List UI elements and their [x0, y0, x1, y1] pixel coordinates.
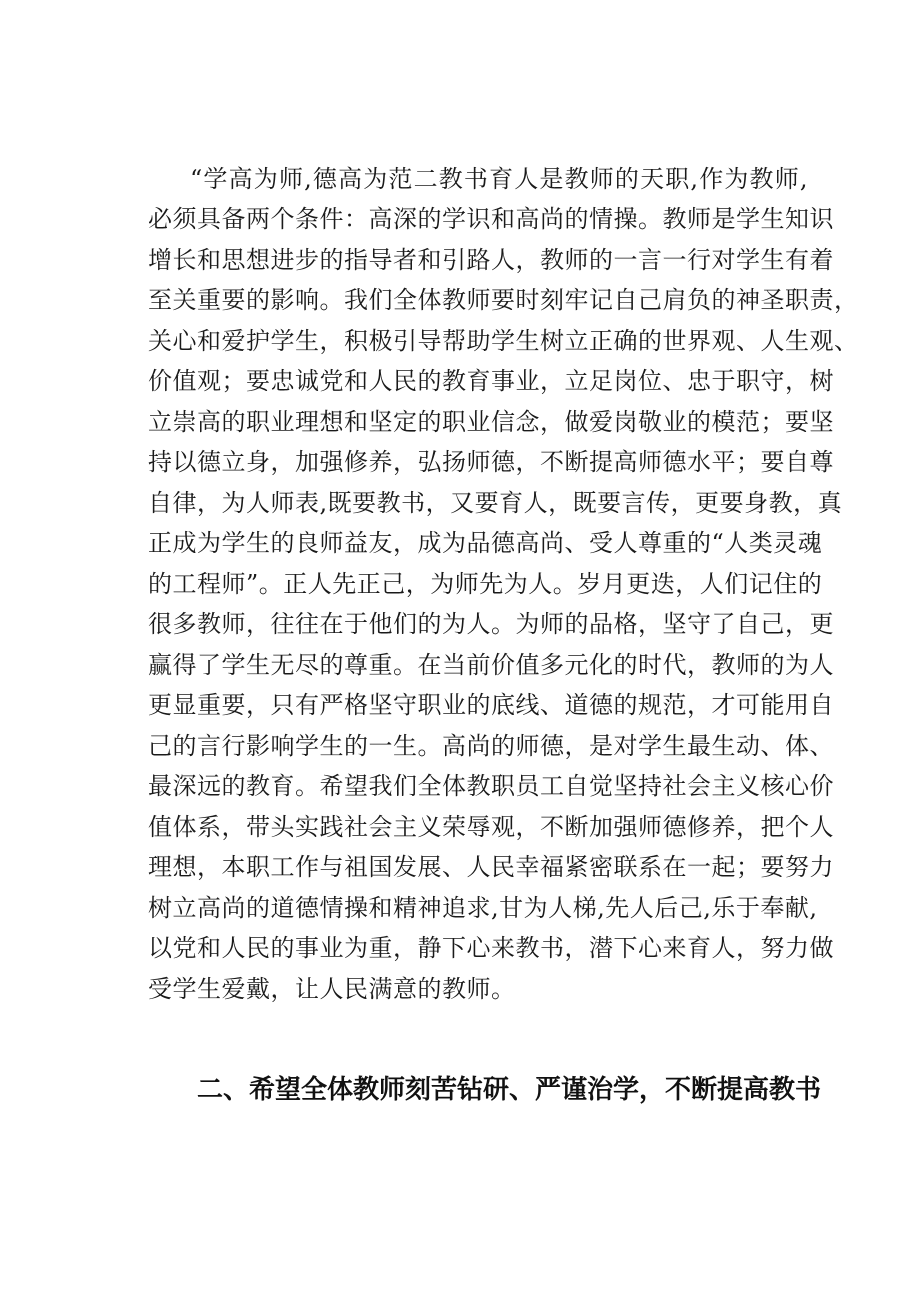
paragraph-line: 关心和爱护学生，积极引导帮助学生树立正确的世界观、人生观、	[148, 327, 859, 355]
paragraph-line: 增长和思想进步的指导者和引路人，教师的一言一行对学生有着	[148, 246, 834, 274]
paragraph-line: 正成为学生的良师益友，成为品德高尚、受人尊重的“人类灵魂	[148, 529, 823, 557]
paragraph-line: 理想，本职工作与祖国发展、人民幸福紧密联系在一起；要努力	[148, 853, 834, 881]
paragraph-line: “学高为师,德高为范二教书育人是教师的天职,作为教师,	[190, 165, 808, 193]
paragraph-line: 最深远的教育。希望我们全体教职员工自觉坚持社会主义核心价	[148, 772, 834, 800]
paragraph-line: 持以德立身，加强修养，弘扬师德，不断提高师德水平；要自尊	[148, 448, 834, 476]
section-heading: 二、希望全体教师刻苦钻研、严谨治学，不断提高教书	[197, 1075, 822, 1105]
paragraph-line: 赢得了学生无尽的尊重。在当前价值多元化的时代，教师的为人	[148, 651, 834, 679]
paragraph-line: 必须具备两个条件：高深的学识和高尚的情操。教师是学生知识	[148, 205, 834, 233]
paragraph-line: 值体系，带头实践社会主义荣辱观，不断加强师德修养，把个人	[148, 813, 834, 841]
paragraph-line: 立崇高的职业理想和坚定的职业信念，做爱岗敬业的模范；要坚	[148, 408, 834, 436]
paragraph-line: 树立高尚的道德情操和精神追求,甘为人梯,先人后己,乐于奉献,	[148, 894, 818, 922]
paragraph-line: 以党和人民的事业为重，静下心来教书，潜下心来育人，努力做	[148, 934, 834, 962]
paragraph-line: 至关重要的影响。我们全体教师要时刻牢记自己肩负的神圣职责，	[148, 286, 859, 314]
paragraph-line: 自律，为人师表,既要教书，又要育人，既要言传，更要身教，真	[148, 489, 843, 517]
paragraph-line: 己的言行影响学生的一生。高尚的师德，是对学生最生动、体、	[148, 732, 834, 760]
paragraph-line: 价值观；要忠诚党和人民的教育事业，立足岗位、忠于职守，树	[148, 367, 834, 395]
paragraph-line: 受学生爱戴，让人民满意的教师。	[148, 975, 516, 1003]
paragraph-line: 的工程师”。正人先正己，为师先为人。岁月更迭，人们记住的	[148, 570, 823, 598]
paragraph-line: 很多教师，往往在于他们的为人。为师的品格，坚守了自己，更	[148, 610, 834, 638]
paragraph-line: 更显重要，只有严格坚守职业的底线、道德的规范，才可能用自	[148, 691, 834, 719]
